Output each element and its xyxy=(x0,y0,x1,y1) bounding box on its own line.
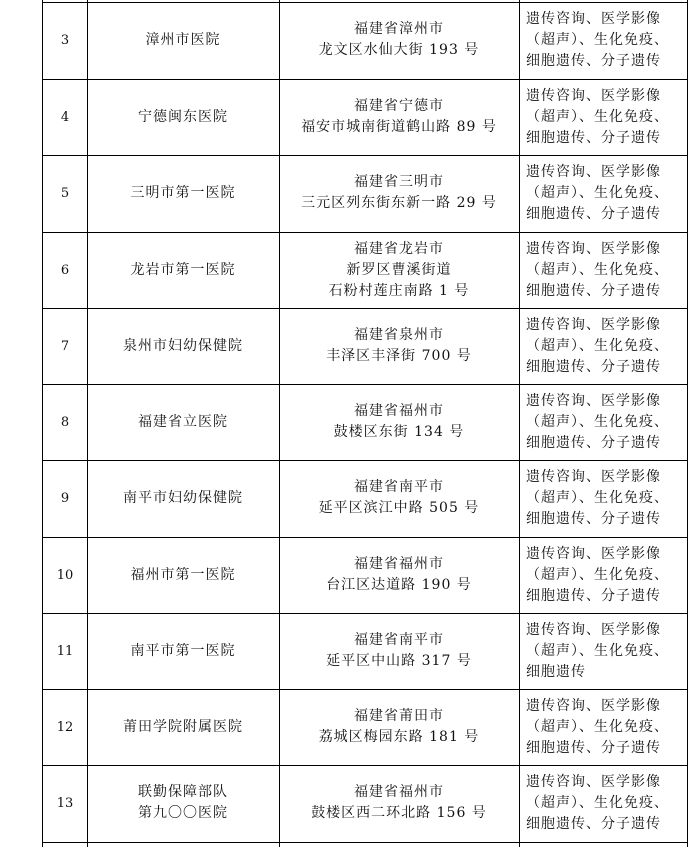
hospital-address-line: 福建省龙岩市 xyxy=(354,240,444,257)
service-scope xyxy=(520,613,688,689)
row-number xyxy=(43,308,87,384)
table-row xyxy=(0,308,688,384)
hospital-address xyxy=(280,613,518,689)
hospital-address xyxy=(280,537,518,613)
row-number xyxy=(43,689,87,765)
service-scope-line: （超声）、生化免疫、 xyxy=(526,566,669,583)
hospital-name-line: 龙岩市第一医院 xyxy=(130,261,236,278)
row-number-line: 8 xyxy=(60,414,70,430)
service-scope-line: 遗传咨询、医学影像 xyxy=(526,621,661,638)
row-number xyxy=(43,537,87,613)
row-number xyxy=(43,765,87,841)
hospital-address-line: 福建省福州市 xyxy=(354,784,444,800)
hospital-address xyxy=(280,155,518,231)
service-scope xyxy=(520,232,688,308)
hospital-name-line: 南平市妇幼保健院 xyxy=(123,489,243,506)
hospital-address xyxy=(280,460,518,536)
hospital-address-line: 福建省宁德市 xyxy=(354,98,444,114)
hospital-address-line: 石粉村莲庄南路 1 号 xyxy=(328,282,470,299)
hospital-address xyxy=(280,308,518,384)
service-scope-line: 细胞遗传、分子遗传 xyxy=(526,510,661,527)
hospital-address-line: 福建省泉州市 xyxy=(354,327,444,343)
row-number xyxy=(43,79,87,155)
hospital-name-line: 第九〇〇医院 xyxy=(138,805,228,821)
table-row xyxy=(0,384,688,460)
row-number-line: 3 xyxy=(60,32,70,48)
service-scope-line: 细胞遗传、分子遗传 xyxy=(526,205,661,222)
service-scope-line: （超声）、生化免疫、 xyxy=(526,261,669,278)
hospital-address-line: 福建省三明市 xyxy=(354,174,444,190)
service-scope xyxy=(520,155,688,231)
service-scope-line: （超声）、生化免疫、 xyxy=(526,489,669,506)
row-number-line: 10 xyxy=(56,567,74,583)
row-number xyxy=(43,232,87,308)
hospital-name xyxy=(88,537,278,613)
hospital-address-line: 龙文区水仙大街 193 号 xyxy=(318,42,480,58)
row-divider xyxy=(42,842,688,843)
row-number-line: 9 xyxy=(60,490,70,506)
service-scope-line: 细胞遗传、分子遗传 xyxy=(526,434,661,451)
hospital-name-line: 泉州市妇幼保健院 xyxy=(123,337,243,354)
service-scope xyxy=(520,79,688,155)
hospital-address-line: 福建省福州市 xyxy=(354,556,444,572)
service-scope-line: 细胞遗传、分子遗传 xyxy=(526,815,661,832)
row-number-line: 5 xyxy=(60,185,70,201)
hospital-address-line: 鼓楼区东街 134 号 xyxy=(333,424,465,440)
hospital-address xyxy=(280,232,518,308)
service-scope-line: （超声）、生化免疫、 xyxy=(526,642,669,659)
hospital-address xyxy=(280,689,518,765)
service-scope-line: 遗传咨询、医学影像 xyxy=(526,87,661,104)
hospital-name-line: 三明市第一医院 xyxy=(130,184,236,201)
service-scope-line: （超声）、生化免疫、 xyxy=(526,413,669,430)
row-number xyxy=(43,384,87,460)
hospital-name xyxy=(88,460,278,536)
table-row xyxy=(0,460,688,536)
table-row xyxy=(0,232,688,308)
hospital-name-line: 宁德闽东医院 xyxy=(138,108,228,125)
row-number xyxy=(43,460,87,536)
service-scope xyxy=(520,384,688,460)
service-scope-line: （超声）、生化免疫、 xyxy=(526,108,669,125)
hospital-address-line: 延平区中山路 317 号 xyxy=(326,653,472,669)
table-row xyxy=(0,155,688,231)
service-scope xyxy=(520,308,688,384)
service-scope-line: 遗传咨询、医学影像 xyxy=(526,10,661,27)
hospital-name xyxy=(88,155,278,231)
hospital-name xyxy=(88,79,278,155)
hospital-name-line: 南平市第一医院 xyxy=(130,642,236,659)
service-scope-line: 细胞遗传、分子遗传 xyxy=(526,739,661,756)
hospital-address-line: 三元区列东街东新一路 29 号 xyxy=(301,195,497,211)
service-scope-line: （超声）、生化免疫、 xyxy=(526,718,669,735)
service-scope-line: 遗传咨询、医学影像 xyxy=(526,545,661,562)
hospital-name xyxy=(88,232,278,308)
service-scope-line: 遗传咨询、医学影像 xyxy=(526,163,661,180)
hospital-address xyxy=(280,384,518,460)
service-scope-line: 遗传咨询、医学影像 xyxy=(526,240,661,257)
hospital-name xyxy=(88,2,278,78)
hospital-address-line: 荔城区梅园东路 181 号 xyxy=(318,729,480,745)
row-number xyxy=(43,613,87,689)
hospital-address-line: 鼓楼区西二环北路 156 号 xyxy=(311,805,487,821)
service-scope-line: 细胞遗传、分子遗传 xyxy=(526,358,661,375)
table-row xyxy=(0,537,688,613)
hospital-name xyxy=(88,308,278,384)
table-row xyxy=(0,79,688,155)
hospital-name xyxy=(88,384,278,460)
service-scope-line: （超声）、生化免疫、 xyxy=(526,794,669,811)
row-number-line: 7 xyxy=(60,338,70,354)
table-row xyxy=(0,765,688,841)
service-scope xyxy=(520,689,688,765)
service-scope-line: 细胞遗传、分子遗传 xyxy=(526,587,661,604)
hospital-address-line: 福建省漳州市 xyxy=(354,21,444,37)
hospital-address-line: 福建省福州市 xyxy=(354,403,444,419)
hospital-name-line: 联勤保障部队 xyxy=(138,784,228,800)
hospital-name xyxy=(88,613,278,689)
hospital-address xyxy=(280,765,518,841)
row-number-line: 11 xyxy=(56,643,74,659)
service-scope-line: 遗传咨询、医学影像 xyxy=(526,392,661,409)
table-row xyxy=(0,2,688,78)
row-number xyxy=(43,155,87,231)
table-row xyxy=(0,613,688,689)
service-scope-line: 遗传咨询、医学影像 xyxy=(526,697,661,714)
service-scope-line: 细胞遗传、分子遗传 xyxy=(526,52,661,69)
table-row xyxy=(0,689,688,765)
hospital-address-line: 福安市城南街道鹤山路 89 号 xyxy=(301,119,497,135)
hospital-address-line: 福建省南平市 xyxy=(354,632,444,648)
hospital-address xyxy=(280,79,518,155)
hospital-name-line: 福建省立医院 xyxy=(138,413,228,430)
service-scope-line: 细胞遗传、分子遗传 xyxy=(526,129,661,146)
hospital-address-line: 新罗区曹溪街道 xyxy=(346,261,452,278)
service-scope-line: 遗传咨询、医学影像 xyxy=(526,468,661,485)
service-scope-line: （超声）、生化免疫、 xyxy=(526,184,669,201)
service-scope-line: 细胞遗传 xyxy=(526,663,586,680)
service-scope xyxy=(520,537,688,613)
service-scope-line: 遗传咨询、医学影像 xyxy=(526,773,661,790)
service-scope-line: （超声）、生化免疫、 xyxy=(526,31,669,48)
hospital-address-line: 台江区达道路 190 号 xyxy=(326,577,472,593)
hospital-name-line: 漳州市医院 xyxy=(145,31,221,48)
hospital-address xyxy=(280,2,518,78)
hospital-name-line: 福州市第一医院 xyxy=(130,566,236,583)
row-number-line: 13 xyxy=(56,795,74,811)
service-scope xyxy=(520,2,688,78)
hospital-name xyxy=(88,765,278,841)
row-number-line: 6 xyxy=(60,262,70,278)
hospital-address-line: 延平区滨江中路 505 号 xyxy=(318,500,480,516)
hospital-address-line: 福建省莆田市 xyxy=(354,708,444,724)
row-number-line: 4 xyxy=(60,109,70,125)
row-number xyxy=(43,2,87,78)
service-scope xyxy=(520,460,688,536)
service-scope-line: 细胞遗传、分子遗传 xyxy=(526,282,661,299)
hospital-name-line: 莆田学院附属医院 xyxy=(123,718,243,735)
row-number-line: 12 xyxy=(56,719,74,735)
service-scope xyxy=(520,765,688,841)
service-scope-line: （超声）、生化免疫、 xyxy=(526,337,669,354)
service-scope-line: 遗传咨询、医学影像 xyxy=(526,316,661,333)
hospital-address-line: 福建省南平市 xyxy=(354,479,444,495)
hospital-name xyxy=(88,689,278,765)
hospital-address-line: 丰泽区丰泽街 700 号 xyxy=(326,348,472,364)
